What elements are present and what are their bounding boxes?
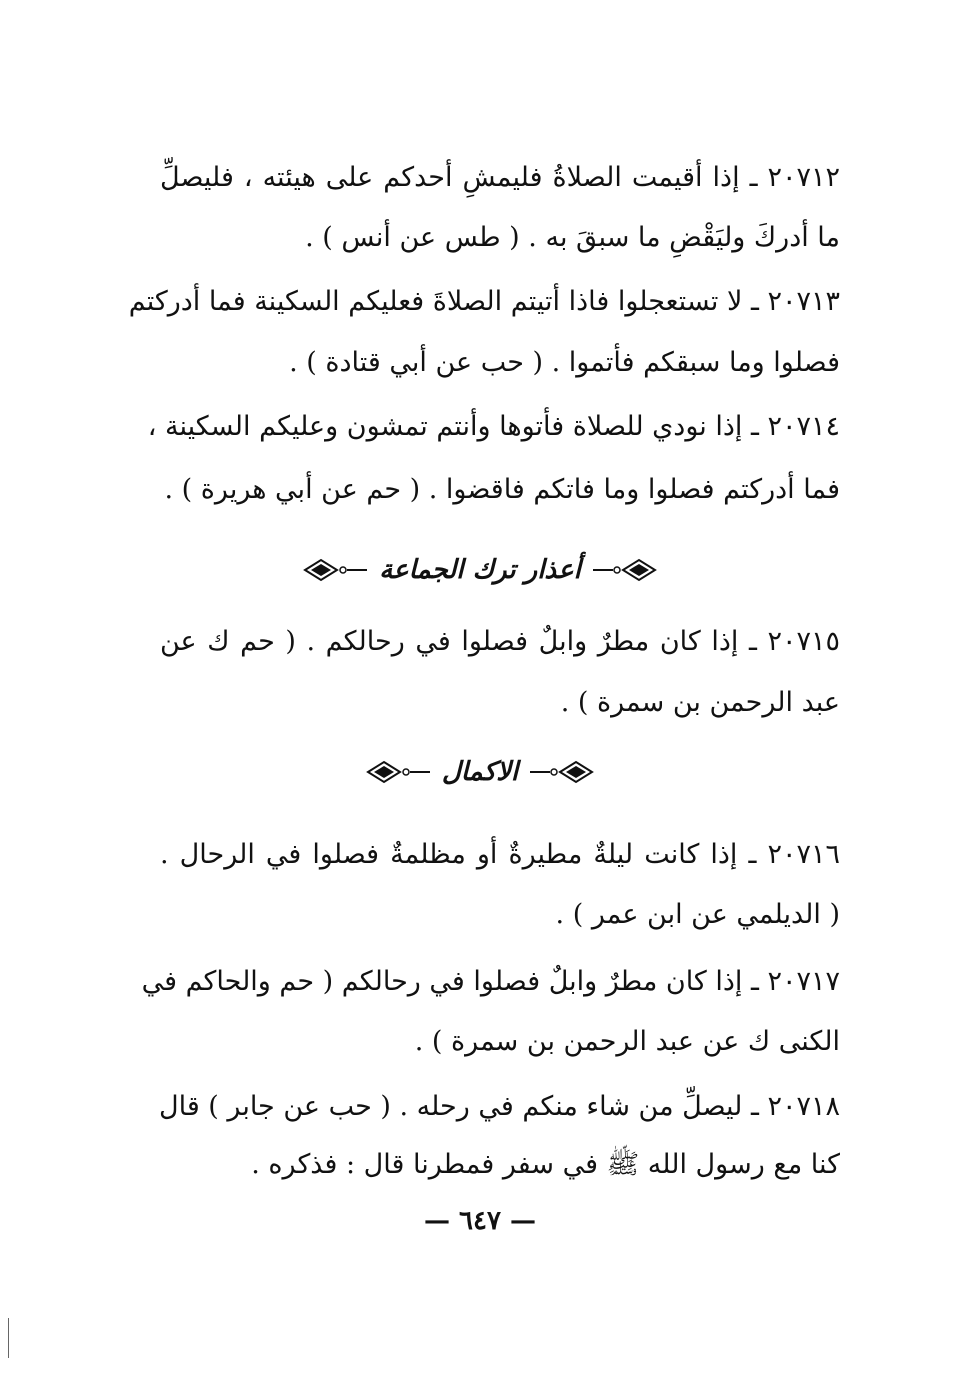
hadith-20713-line-1: ٢٠٧١٣ ـ لا تستعجلوا فاذا أتيتم الصلاةَ فعليكم السكينة فما أدركتم: [128, 286, 840, 317]
section-heading-text: أعذار ترك الجماعة: [379, 555, 581, 585]
hadith-20712-line-2: ما أدركَ وليَقْضِ ما سبقَ به . ( طس عن أنس ) .: [305, 222, 840, 253]
page-number: — ٦٤٧ —: [423, 1206, 537, 1236]
hadith-20715-line-2: عبد الرحمن بن سمرة ) .: [560, 687, 840, 718]
scan-edge-mark: [8, 1318, 9, 1358]
section-heading-text: الاكمال: [441, 757, 519, 787]
hadith-20718-line-1: ٢٠٧١٨ ـ ليصلِّ من شاء منكم في رحله . ( حب عن جابر ) قال: [158, 1091, 840, 1122]
hadith-20717-line-1: ٢٠٧١٧ ـ إذا كان مطرٌ وابلٌ فصلوا في رحالكم ( حم والحاكم في: [141, 966, 840, 997]
ornament-right-icon: [528, 757, 598, 787]
section-heading-excuses: [0, 545, 960, 595]
hadith-20712-line-1: ٢٠٧١٢ ـ إذا أقيمت الصلاةُ فليمشِ أحدكم على هيئته ، فليصلِّ: [160, 162, 840, 193]
ornament-left-icon: [299, 555, 369, 585]
ornament-left-icon: [362, 757, 432, 787]
section-heading-ikmal: [0, 747, 960, 797]
hadith-20713-line-2: فصلوا وما سبقكم فأتموا . ( حب عن أبي قتادة ) .: [289, 347, 840, 378]
hadith-20714-line-1: ٢٠٧١٤ ـ إذا نودي للصلاة فأتوها وأنتم تمشون وعليكم السكينة ،: [147, 411, 840, 442]
hadith-20717-line-2: الكنى ك عن عبد الرحمن بن سمرة ) .: [414, 1026, 840, 1057]
ornament-right-icon: [591, 555, 661, 585]
hadith-20718-line-2: كنا مع رسول الله ﷺ في سفر فمطرنا قال : فذكره .: [251, 1149, 840, 1180]
hadith-20715-line-1: ٢٠٧١٥ ـ إذا كان مطرٌ وابلٌ فصلوا في رحالكم . ( حم ك عن: [160, 626, 840, 657]
hadith-20716-line-2: ( الديلمي عن ابن عمر ) .: [555, 899, 840, 930]
hadith-20714-line-2: فما أدركتم فصلوا وما فاتكم فاقضوا . ( حم عن أبي هريرة ) .: [164, 474, 840, 505]
hadith-20716-line-1: ٢٠٧١٦ ـ إذا كانت ليلةٌ مطيرةٌ أو مظلمةٌ فصلوا في الرحال .: [160, 839, 840, 870]
